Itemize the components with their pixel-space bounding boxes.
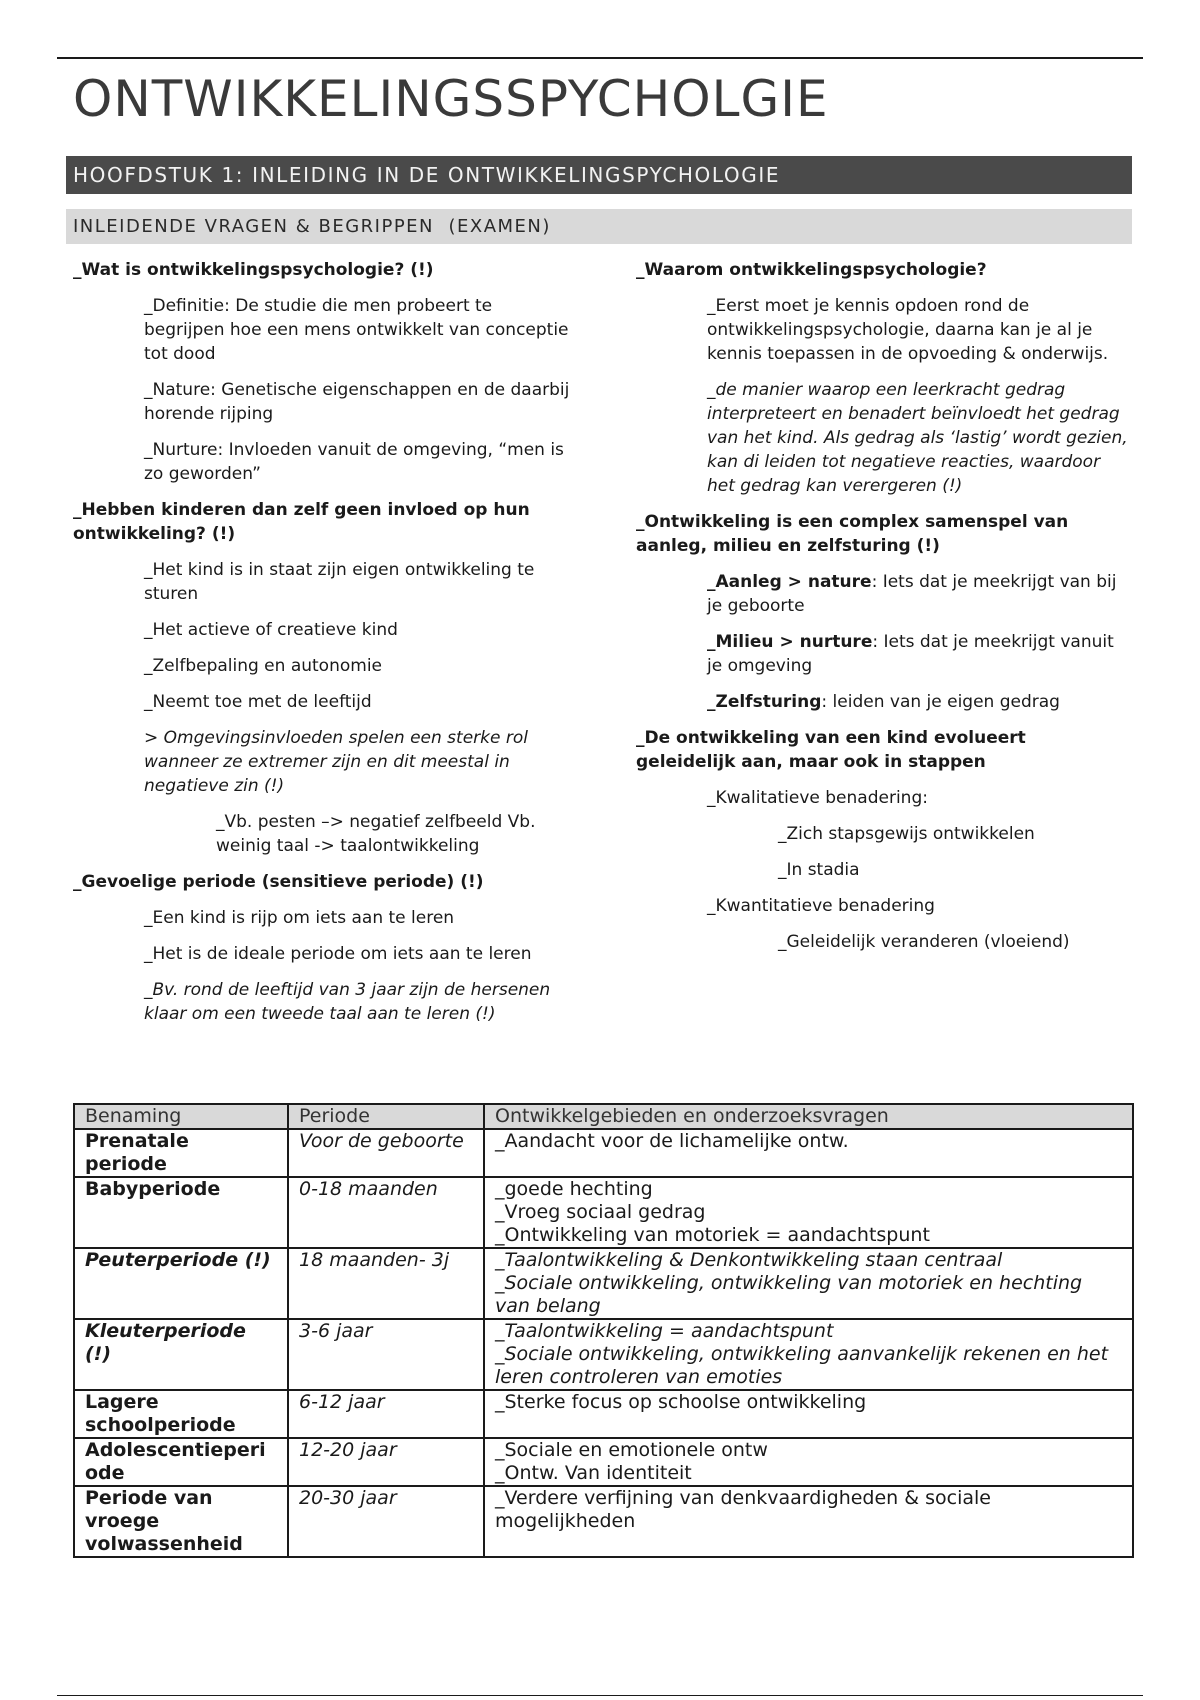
table-header-row [74, 1104, 1133, 1129]
period-name: Lagere schoolperiode [74, 1390, 288, 1438]
period-age: 18 maanden- 3j [288, 1248, 484, 1319]
area-item: _Sociale ontwikkeling, ontwikkeling van motoriek en hechting van belang [495, 1272, 1083, 1317]
question-heading: _De ontwikkeling van een kind evolueert geleidelijk aan, maar ook in stappen [636, 728, 1026, 772]
column-header: Periode [288, 1104, 484, 1129]
bullet-text [707, 690, 1131, 714]
bullet-text [707, 630, 1131, 678]
question-heading: _Gevoelige periode (sensitieve periode) (!) [73, 872, 484, 892]
area-item: _goede hechting [495, 1178, 653, 1200]
left-column [73, 258, 573, 1038]
area-item: _Verdere verfijning van denkvaardigheden & sociale mogelijkheden [495, 1487, 991, 1532]
period-age: Voor de geboorte [288, 1129, 484, 1177]
period-areas [484, 1486, 1133, 1557]
table-row [74, 1390, 1133, 1438]
period-name: Kleuterperiode (!) [74, 1319, 288, 1390]
sub-bullet-text: _Geleidelijk veranderen (vloeiend) [778, 932, 1070, 952]
area-item: _Ontw. Van identiteit [495, 1462, 692, 1484]
bullet-text: _Kwantitatieve benadering [707, 896, 935, 916]
column-header: Ontwikkelgebieden en onderzoeksvragen [484, 1104, 1133, 1129]
area-item: _Aandacht voor de lichamelijke ontw. [495, 1130, 849, 1152]
period-age: 6-12 jaar [288, 1390, 484, 1438]
period-areas [484, 1390, 1133, 1438]
bullet-text [707, 570, 1131, 618]
bullet-text: _Definitie: De studie die men probeert te begrijpen hoe een mens ontwikkelt van conceptie tot dood [144, 296, 569, 364]
period-areas [484, 1248, 1133, 1319]
bullet-text: _Bv. rond de leeftijd van 3 jaar zijn de hersenen klaar om een tweede taal aan te leren (!) [144, 980, 551, 1024]
development-periods-table [73, 1103, 1134, 1558]
section-heading: INLEIDENDE VRAGEN & BEGRIPPEN (EXAMEN) [66, 209, 1132, 244]
bullet-term: _Aanleg > nature [707, 572, 872, 592]
period-name: Periode van vroege volwassenheid [74, 1486, 288, 1557]
area-item: _Ontwikkeling van motoriek = aandachtspunt [495, 1224, 930, 1246]
sub-bullet-text: _Vb. pesten –> negatief zelfbeeld Vb. weinig taal -> taalontwikkeling [216, 812, 536, 856]
table-row [74, 1319, 1133, 1390]
bullet-term: _Milieu > nurture [707, 632, 873, 652]
area-item: _Sterke focus op schoolse ontwikkeling [495, 1391, 867, 1413]
table-row [74, 1129, 1133, 1177]
sub-bullet-text: _In stadia [778, 860, 860, 880]
table-row [74, 1177, 1133, 1248]
right-column [636, 258, 1131, 966]
document-title: ONTWIKKELINGSSPYCHOLGIE [73, 70, 829, 128]
bullet-text: _Een kind is rijp om iets aan te leren [144, 908, 455, 928]
question-heading: _Ontwikkeling is een complex samenspel van aanleg, milieu en zelfsturing (!) [636, 512, 1069, 556]
area-item: _Taalontwikkeling = aandachtspunt [495, 1320, 834, 1342]
top-rule [57, 57, 1143, 59]
bottom-rule [57, 1695, 1143, 1696]
period-name: Babyperiode [74, 1177, 288, 1248]
area-item: _Taalontwikkeling & Denkontwikkeling staan centraal [495, 1249, 1003, 1271]
period-age: 0-18 maanden [288, 1177, 484, 1248]
question-heading: _Wat is ontwikkelingspsychologie? (!) [73, 260, 434, 280]
bullet-text: _Het is de ideale periode om iets aan te leren [144, 944, 532, 964]
period-name: Prenatale periode [74, 1129, 288, 1177]
bullet-definition: : Iets dat je meekrijgt van bij je geboorte [707, 572, 1117, 616]
bullet-text: _Eerst moet je kennis opdoen rond de ontwikkelingspsychologie, daarna kan je al je kennis toepassen in de opvoeding & onderwijs. [707, 296, 1109, 364]
bullet-definition: : leiden van je eigen gedrag [821, 692, 1060, 712]
bullet-term: _Zelfsturing [707, 692, 822, 712]
bullet-text: _Kwalitatieve benadering: [707, 788, 928, 808]
question-heading: _Hebben kinderen dan zelf geen invloed op hun ontwikkeling? (!) [73, 500, 530, 544]
bullet-text: _Het kind is in staat zijn eigen ontwikkeling te sturen [144, 560, 535, 604]
period-age: 3-6 jaar [288, 1319, 484, 1390]
area-item: _Sociale ontwikkeling, ontwikkeling aanvankelijk rekenen en het leren controleren van emoties [495, 1343, 1109, 1388]
period-areas [484, 1129, 1133, 1177]
bullet-text: _Zelfbepaling en autonomie [144, 656, 382, 676]
question-heading: _Waarom ontwikkelingspsychologie? [636, 260, 987, 280]
period-areas [484, 1438, 1133, 1486]
bullet-text: _Nurture: Invloeden vanuit de omgeving, “men is zo geworden” [144, 440, 564, 484]
column-header: Benaming [74, 1104, 288, 1129]
area-item: _Sociale en emotionele ontw [495, 1439, 768, 1461]
chapter-heading: HOOFDSTUK 1: INLEIDING IN DE ONTWIKKELINGSPYCHOLOGIE [66, 156, 1132, 194]
bullet-text: _Nature: Genetische eigenschappen en de daarbij horende rijping [144, 380, 570, 424]
bullet-text: _de manier waarop een leerkracht gedrag interpreteert en benadert beïnvloedt het gedrag van het kind. Als gedrag als ‘lastig’ wordt gezien, kan di leiden tot negatieve reacties, waardoor het gedrag kan verergeren (!) [707, 380, 1128, 496]
bullet-text: _Het actieve of creatieve kind [144, 620, 398, 640]
period-name: Peuterperiode (!) [74, 1248, 288, 1319]
period-age: 12-20 jaar [288, 1438, 484, 1486]
area-item: _Vroeg sociaal gedrag [495, 1201, 706, 1223]
sub-bullet-text: _Zich stapsgewijs ontwikkelen [778, 824, 1035, 844]
table-row [74, 1486, 1133, 1557]
bullet-text: > Omgevingsinvloeden spelen een sterke rol wanneer ze extremer zijn en dit meestal in negatieve zin (!) [144, 728, 528, 796]
bullet-text: _Neemt toe met de leeftijd [144, 692, 372, 712]
period-areas [484, 1177, 1133, 1248]
table-row [74, 1438, 1133, 1486]
bullet-definition: : Iets dat je meekrijgt vanuit je omgeving [707, 632, 1114, 676]
table-row [74, 1248, 1133, 1319]
period-age: 20-30 jaar [288, 1486, 484, 1557]
period-areas [484, 1319, 1133, 1390]
period-name: Adolescentieperiode [74, 1438, 288, 1486]
